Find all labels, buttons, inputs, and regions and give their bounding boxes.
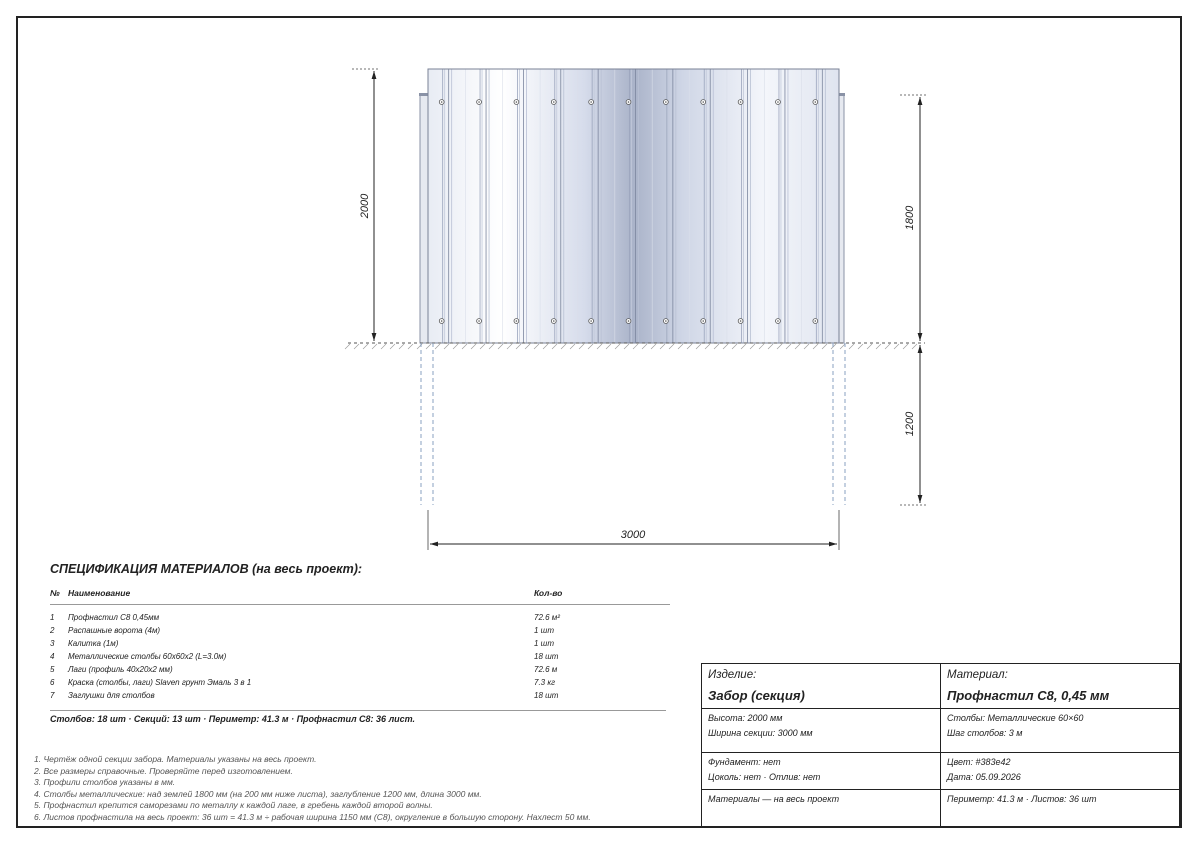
- perimeter-summary: Периметр: 41.3 м · Листов: 36 шт: [947, 794, 1097, 804]
- material-label: Материал:: [947, 669, 1008, 681]
- material-name: Профнастил С8, 0,45 мм: [947, 688, 1110, 703]
- left-post: [420, 95, 428, 343]
- spec-row: 7 Заглушки для столбов 18 шт: [50, 691, 559, 700]
- plinth: Цоколь: нет · Отлив: нет: [708, 772, 821, 782]
- note-item: 6. Листов профнастила на весь проект: 36 шт = 41.3 м ÷ рабочая ширина 1150 мм (С8), округление в большую сторону. Нахлест 50 мм.: [34, 811, 591, 822]
- dim-total-height: [352, 69, 380, 341]
- note-item: 3. Профили столбов указаны в мм.: [34, 777, 176, 787]
- spec-col-name: Наименование: [68, 588, 131, 598]
- product-name: Забор (секция): [708, 688, 805, 703]
- profiled-sheet: [428, 69, 839, 343]
- ground-hatch: [345, 344, 917, 349]
- spec-row: 3 Калитка (1м) 1 шт: [50, 639, 554, 648]
- post-step: Шаг столбов: 3 м: [947, 728, 1023, 738]
- dim-below-ground: [900, 345, 926, 505]
- spec-header: [50, 588, 670, 605]
- section-height: Высота: 2000 мм: [708, 713, 783, 723]
- title-block: [701, 663, 1180, 828]
- note-item: 5. Профнастил крепится саморезами по металлу к каждой лаге, в гребень каждой второй волны.: [34, 800, 433, 810]
- dim-1800-label: 1800: [904, 205, 916, 231]
- dim-section-width: [428, 510, 839, 550]
- dim-above-ground: [900, 95, 926, 341]
- spec-divider: [50, 710, 666, 711]
- spec-col-qty: Кол-во: [534, 588, 563, 598]
- spec-col-no: №: [50, 588, 60, 598]
- spec-rows: [50, 611, 670, 702]
- dim-2000-label: 2000: [359, 193, 371, 219]
- spec-row: 2 Распашные ворота (4м) 1 шт: [50, 626, 554, 635]
- dim-1200-label: 1200: [904, 411, 916, 437]
- posts-type: Столбы: Металлические 60×60: [947, 713, 1084, 723]
- section-width: Ширина секции: 3000 мм: [708, 728, 813, 738]
- product-label: Изделие:: [708, 669, 757, 681]
- buried-posts: [421, 343, 845, 505]
- date: Дата: 05.09.2026: [947, 772, 1021, 782]
- dim-3000-label: 3000: [620, 529, 646, 541]
- spec-row: 4 Металлические столбы 60х60х2 (L=3.0м) 18 шт: [50, 652, 559, 661]
- color: Цвет: #383e42: [947, 757, 1011, 767]
- spec-row: 1 Профнастил С8 0,45мм 72.6 м²: [50, 613, 560, 622]
- note-item: 2. Все размеры справочные. Проверяйте перед изготовлением.: [34, 765, 293, 776]
- spec-row: 5 Лаги (профиль 40х20х2 мм) 72.6 м: [50, 665, 558, 674]
- drawing-notes: [34, 754, 591, 823]
- materials-specification: [50, 562, 670, 724]
- note-item: 1. Чертёж одной секции забора. Материалы указаны на весь проект.: [34, 754, 317, 764]
- spec-title: СПЕЦИФИКАЦИЯ МАТЕРИАЛОВ (на весь проект):: [50, 562, 363, 576]
- spec-row: 6 Краска (столбы, лаги) Slaven грунт Эмаль 3 в 1 7.3 кг: [50, 678, 556, 687]
- materials-note: Материалы — на весь проект: [708, 794, 840, 804]
- spec-total: Столбов: 18 шт · Секций: 13 шт · Периметр: 41.3 м · Профнастил С8: 36 лист.: [50, 714, 416, 724]
- foundation: Фундамент: нет: [708, 757, 781, 767]
- note-item: 4. Столбы металлические: над землей 1800 мм (на 200 мм ниже листа), заглубление 1200 мм, длина 3000 мм.: [34, 788, 482, 799]
